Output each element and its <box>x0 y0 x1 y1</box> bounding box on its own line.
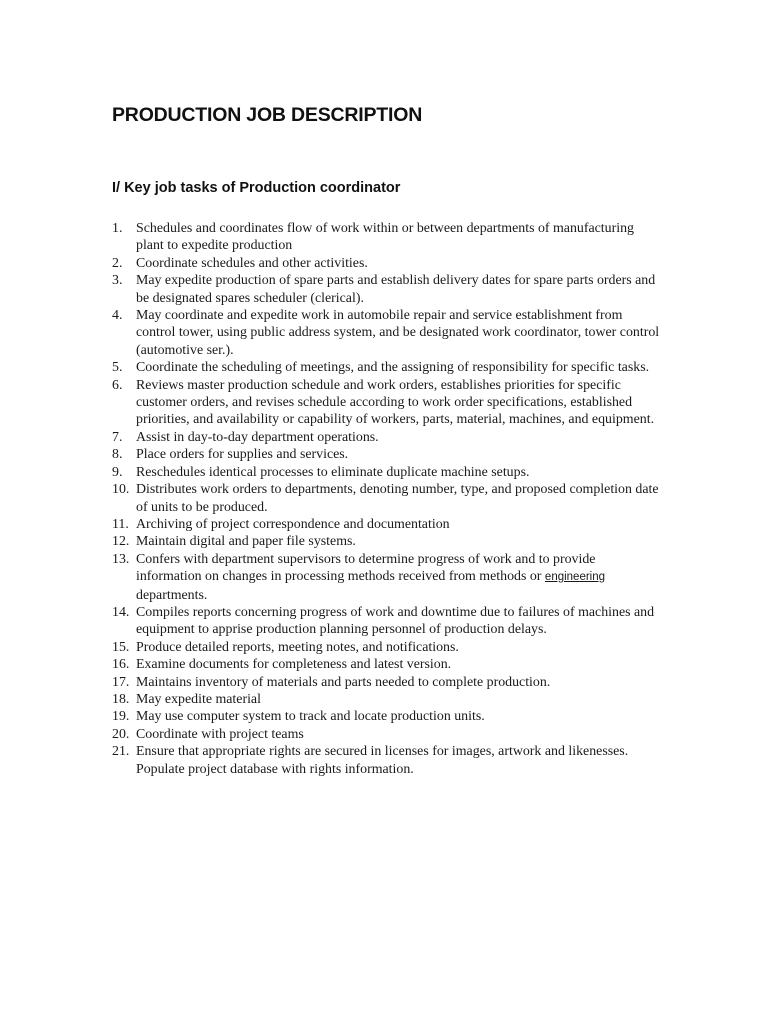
item-number: 21. <box>112 744 130 760</box>
item-text: May coordinate and expedite work in automobile repair and service establishment from control tower, using public address system, and be designated work coordinator, tower control (automotive ser.). <box>136 308 660 358</box>
item-number: 20. <box>112 726 130 742</box>
item-text: Assist in day-to-day department operations. <box>136 429 379 445</box>
list-item <box>112 464 660 481</box>
item-text: Compiles reports concerning progress of work and downtime due to failures of machines and equipment to apprise production planning personnel of production delays. <box>136 604 655 638</box>
list-item <box>112 255 660 272</box>
item-number: 7. <box>112 429 123 445</box>
item-text: Reschedules identical processes to eliminate duplicate machine setups. <box>136 464 530 480</box>
list-item <box>112 359 660 376</box>
list-item <box>112 708 660 725</box>
item-number: 6. <box>112 377 123 393</box>
item-number: 10. <box>112 482 130 498</box>
list-item <box>112 551 660 604</box>
item-number: 18. <box>112 691 130 707</box>
list-item <box>112 639 660 656</box>
item-number: 15. <box>112 639 130 655</box>
item-number: 1. <box>112 221 123 236</box>
item-number: 4. <box>112 308 123 324</box>
list-item <box>112 533 660 550</box>
task-list <box>112 220 660 778</box>
list-item <box>112 272 660 307</box>
list-item <box>112 446 660 463</box>
item-number: 3. <box>112 273 123 289</box>
item-text: Schedules and coordinates flow of work within or between departments of manufacturing plant to expedite production <box>136 221 634 254</box>
list-item <box>112 516 660 533</box>
item-number: 5. <box>112 360 123 376</box>
item-text: Distributes work orders to departments, denoting number, type, and proposed completion date of units to be produced. <box>136 482 659 515</box>
list-item <box>112 377 660 429</box>
list-item <box>112 743 660 778</box>
section-heading: I/ Key job tasks of Production coordinator <box>112 180 401 196</box>
engineering-link[interactable]: engineering <box>544 571 606 584</box>
item-text: departments. <box>136 587 208 603</box>
item-number: 9. <box>112 464 123 480</box>
item-number: 11. <box>112 516 129 532</box>
list-item <box>112 674 660 691</box>
list-item <box>112 220 660 255</box>
item-text: Examine documents for completeness and latest version. <box>136 657 452 673</box>
list-item <box>112 656 660 673</box>
list-item <box>112 307 660 359</box>
list-item <box>112 691 660 708</box>
item-text: Ensure that appropriate rights are secured in licenses for images, artwork and likenesses. Populate project database with rights information. <box>136 744 629 777</box>
item-number: 19. <box>112 709 130 725</box>
list-item <box>112 726 660 743</box>
list-item <box>112 481 660 516</box>
item-text: Coordinate schedules and other activities. <box>136 255 368 271</box>
item-text: Coordinate with project teams <box>136 726 304 742</box>
item-number: 8. <box>112 447 123 463</box>
item-text: Reviews master production schedule and work orders, establishes priorities for specific customer orders, and revises schedule according to work order specifications, established priorities, and availability or capability of workers, parts, material, machines, and equipment. <box>136 377 655 428</box>
item-number: 12. <box>112 534 130 550</box>
item-number: 14. <box>112 604 130 620</box>
item-text: May expedite production of spare parts and establish delivery dates for spare parts orders and be designated spares scheduler (clerical). <box>136 273 656 306</box>
list-item <box>112 429 660 446</box>
item-text: Confers with department supervisors to determine progress of work and to provide information on changes in processing methods received from methods or <box>136 551 596 585</box>
document-title: PRODUCTION JOB DESCRIPTION <box>112 104 423 126</box>
item-text: Produce detailed reports, meeting notes, and notifications. <box>136 639 459 655</box>
item-text: Maintain digital and paper file systems. <box>136 534 356 550</box>
item-text: Coordinate the scheduling of meetings, and the assigning of responsibility for specific tasks. <box>136 360 650 376</box>
item-number: 16. <box>112 657 130 673</box>
item-text: Place orders for supplies and services. <box>136 447 349 463</box>
item-text: Archiving of project correspondence and documentation <box>136 516 450 532</box>
item-text: May use computer system to track and locate production units. <box>136 709 485 725</box>
item-number: 13. <box>112 551 130 567</box>
item-text: May expedite material <box>136 691 261 707</box>
item-number: 17. <box>112 674 130 690</box>
item-text: Maintains inventory of materials and parts needed to complete production. <box>136 674 551 690</box>
list-item <box>112 604 660 639</box>
item-number: 2. <box>112 255 123 271</box>
